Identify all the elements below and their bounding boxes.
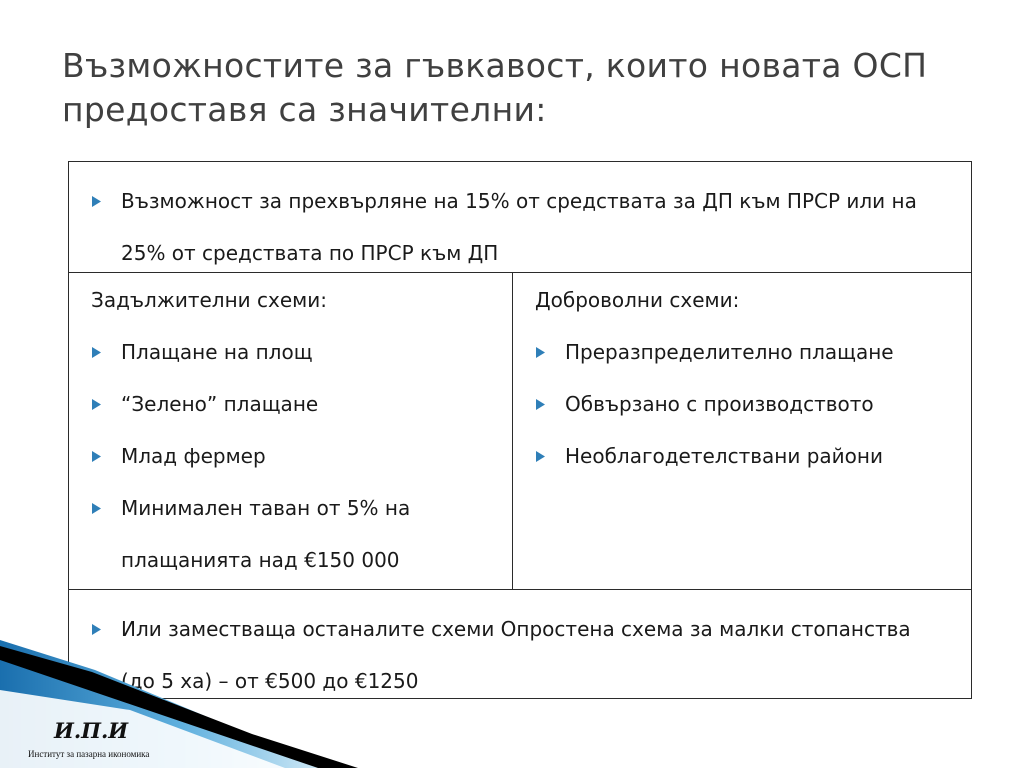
list-item-text: Млад фермер <box>121 444 266 468</box>
list-item-text: Или заместваща останалите схеми Опростена схема за малки стопанства (до 5 ха) – от €500 до €1250 <box>121 617 911 693</box>
list-item-text: “Зелено” плащане <box>121 392 319 416</box>
list-item-text: Необлагодетелствани райони <box>565 444 883 468</box>
voluntary-schemes-heading: Доброволни схеми: <box>535 288 740 312</box>
logo-subtitle: Институт за пазарна икономика <box>28 749 150 759</box>
slide-title: Възможностите за гъвкавост, които новата ОСП предоставя са значителни: <box>62 46 928 129</box>
mandatory-schemes-heading: Задължителни схеми: <box>91 288 327 312</box>
list-item-text: Минимален таван от 5% на плащанията над €150 000 <box>121 496 411 572</box>
list-item-text: Възможност за прехвърляне на 15% от средствата за ДП към ПРСР или на 25% от средствата по ПРСР към ДП <box>121 189 917 265</box>
list-item-text: Обвързано с производството <box>565 392 874 416</box>
list-item-text: Преразпределително плащане <box>565 340 894 364</box>
list-item-text: Плащане на площ <box>121 340 313 364</box>
logo-mark: И.П.И <box>54 718 129 743</box>
